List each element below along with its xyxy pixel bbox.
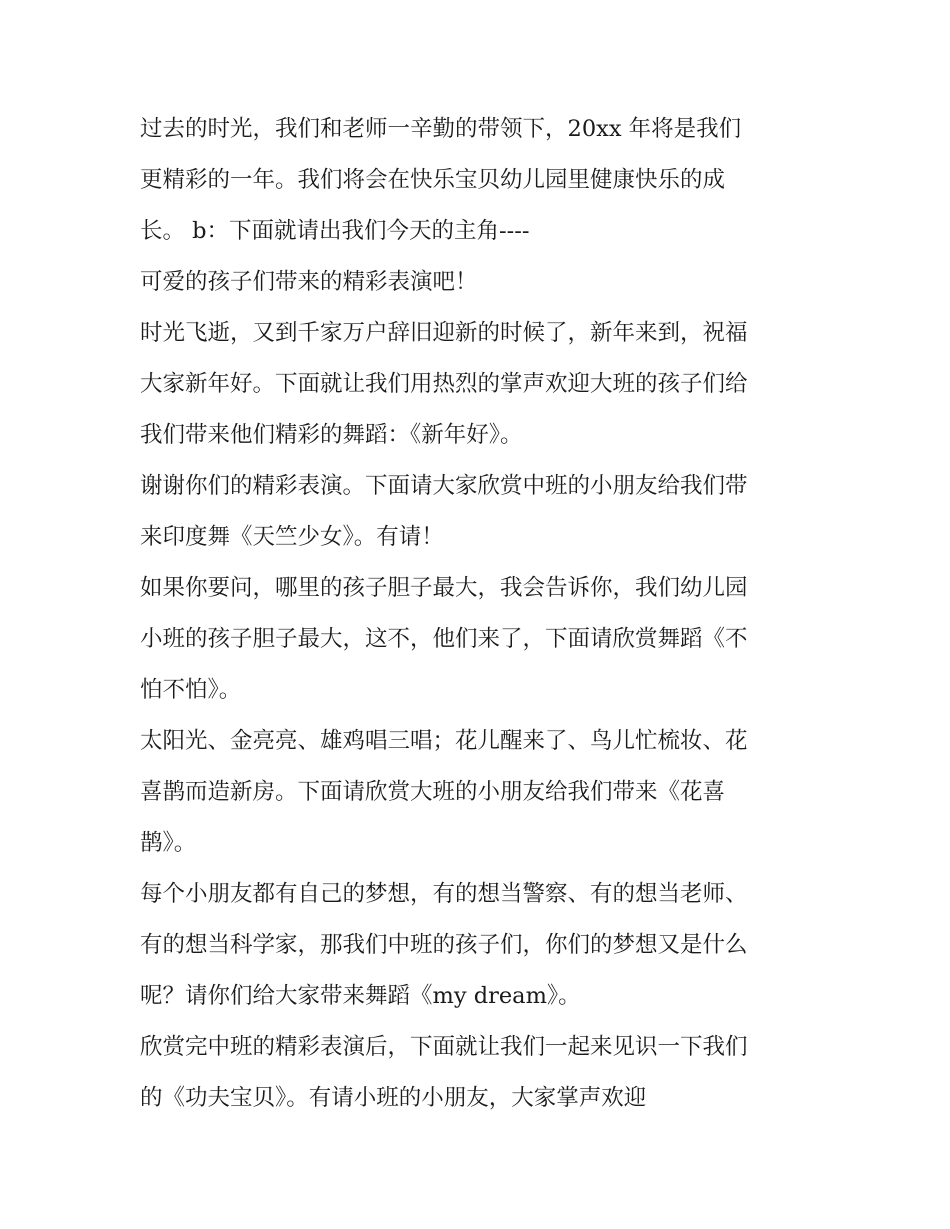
text-line: 的《功夫宝贝》。有请小班的小朋友，大家掌声欢迎 [140, 1085, 647, 1111]
text-line: 谢谢你们的精彩表演。下面请大家欣赏中班的小朋友给我们带 [140, 473, 748, 499]
text-line: 过去的时光，我们和老师一辛勤的带领下，20xx 年将是我们 [140, 116, 742, 142]
text-line: 我们带来他们精彩的舞蹈：《新年好》。 [140, 422, 523, 448]
text-line: 如果你要问，哪里的孩子胆子最大，我会告诉你，我们幼儿园 [140, 575, 748, 601]
text-line: 每个小朋友都有自己的梦想，有的想当警察、有的想当老师、 [140, 881, 748, 907]
text-line: 长。 b：下面就请出我们今天的主角---- [140, 218, 530, 244]
text-line: 喜鹊而造新房。下面请欣赏大班的小朋友给我们带来《花喜 [140, 779, 726, 805]
text-line: 有的想当科学家，那我们中班的孩子们，你们的梦想又是什么 [140, 932, 748, 958]
text-line: 更精彩的一年。我们将会在快乐宝贝幼儿园里健康快乐的成 [140, 167, 726, 193]
text-line: 小班的孩子胆子最大，这不，他们来了，下面请欣赏舞蹈《不 [140, 626, 748, 652]
text-line: 欣赏完中班的精彩表演后，下面就让我们一起来见识一下我们 [140, 1034, 748, 1060]
text-line: 呢？请你们给大家带来舞蹈《my dream》。 [140, 983, 581, 1009]
text-line: 鹊》。 [140, 830, 197, 856]
text-line: 可爱的孩子们带来的精彩表演吧！ [140, 269, 478, 295]
text-line: 太阳光、金亮亮、雄鸡唱三唱；花儿醒来了、鸟儿忙梳妆、花 [140, 728, 748, 754]
text-line: 时光飞逝，又到千家万户辞旧迎新的时候了，新年来到，祝福 [140, 320, 748, 346]
document-body [140, 104, 820, 1124]
text-line: 来印度舞《天竺少女》。有请！ [140, 524, 444, 550]
text-line: 怕不怕》。 [140, 677, 242, 703]
text-line: 大家新年好。下面就让我们用热烈的掌声欢迎大班的孩子们给 [140, 371, 748, 397]
